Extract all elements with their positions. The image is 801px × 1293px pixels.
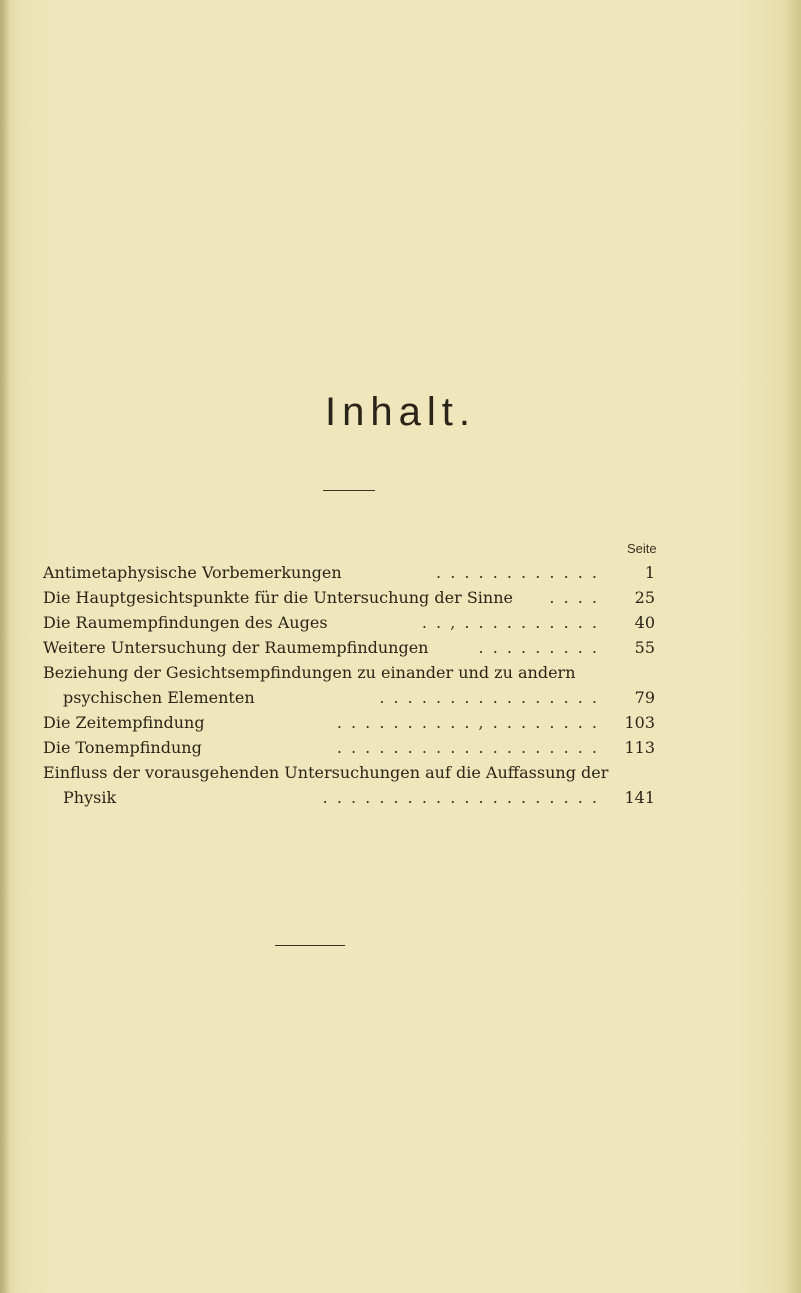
toc-leader-dots: . . . . . . . . . [478, 638, 599, 657]
toc-page-number: 1 [644, 563, 655, 582]
toc-entry-text: Die Raumempfindungen des Auges [43, 613, 328, 632]
toc-leader-dots: . . . . . . . . . . . . [436, 563, 599, 582]
table-of-contents [43, 560, 655, 810]
toc-entry [43, 660, 655, 685]
toc-leader-dots: . . , . . . . . . . . . . [421, 613, 599, 632]
toc-entry [43, 710, 655, 735]
toc-entry [43, 585, 655, 610]
toc-leader-dots: . . . . . . . . . . . . . . . . . . . [336, 738, 599, 757]
toc-entry-text: Physik [63, 788, 117, 807]
toc-entry-text: Einfluss der vorausgehenden Untersuchungen auf die Auffassung der [43, 763, 609, 782]
toc-page-number: 25 [634, 588, 655, 607]
toc-entry [43, 785, 655, 810]
toc-page-number: 141 [624, 788, 655, 807]
toc-page-number: 55 [634, 638, 655, 657]
toc-leader-dots: . . . . . . . . . . . . . . . . . . . . [322, 788, 599, 807]
toc-entry [43, 610, 655, 635]
toc-entry-text: Beziehung der Gesichtsempfindungen zu einander und zu andern [43, 663, 576, 682]
toc-leader-dots: . . . . . . . . . . , . . . . . . . . [336, 713, 599, 732]
toc-entry [43, 685, 655, 710]
toc-entry-text: Die Zeitempfindung [43, 713, 205, 732]
toc-entry [43, 760, 655, 785]
toc-entry-text: Die Hauptgesichtspunkte für die Untersuchung der Sinne [43, 588, 513, 607]
page-shadow [0, 0, 10, 1293]
toc-page-number: 103 [624, 713, 655, 732]
toc-entry-text: psychischen Elementen [63, 688, 255, 707]
toc-page-number: 79 [634, 688, 655, 707]
toc-page-number: 40 [634, 613, 655, 632]
toc-entry-text: Antimetaphysische Vorbemerkungen [43, 563, 342, 582]
toc-page-number: 113 [624, 738, 655, 757]
toc-entry-text: Die Tonempfindung [43, 738, 202, 757]
toc-leader-dots: . . . . [549, 588, 599, 607]
page-column-label: Seite [627, 541, 657, 556]
title-rule [323, 490, 375, 491]
closing-rule [275, 945, 345, 946]
toc-entry [43, 560, 655, 585]
toc-entry-text: Weitere Untersuchung der Raumempfindungen [43, 638, 429, 657]
toc-entry [43, 735, 655, 760]
toc-entry [43, 635, 655, 660]
toc-leader-dots: . . . . . . . . . . . . . . . . [379, 688, 599, 707]
page-title: Inhalt. [325, 390, 476, 434]
